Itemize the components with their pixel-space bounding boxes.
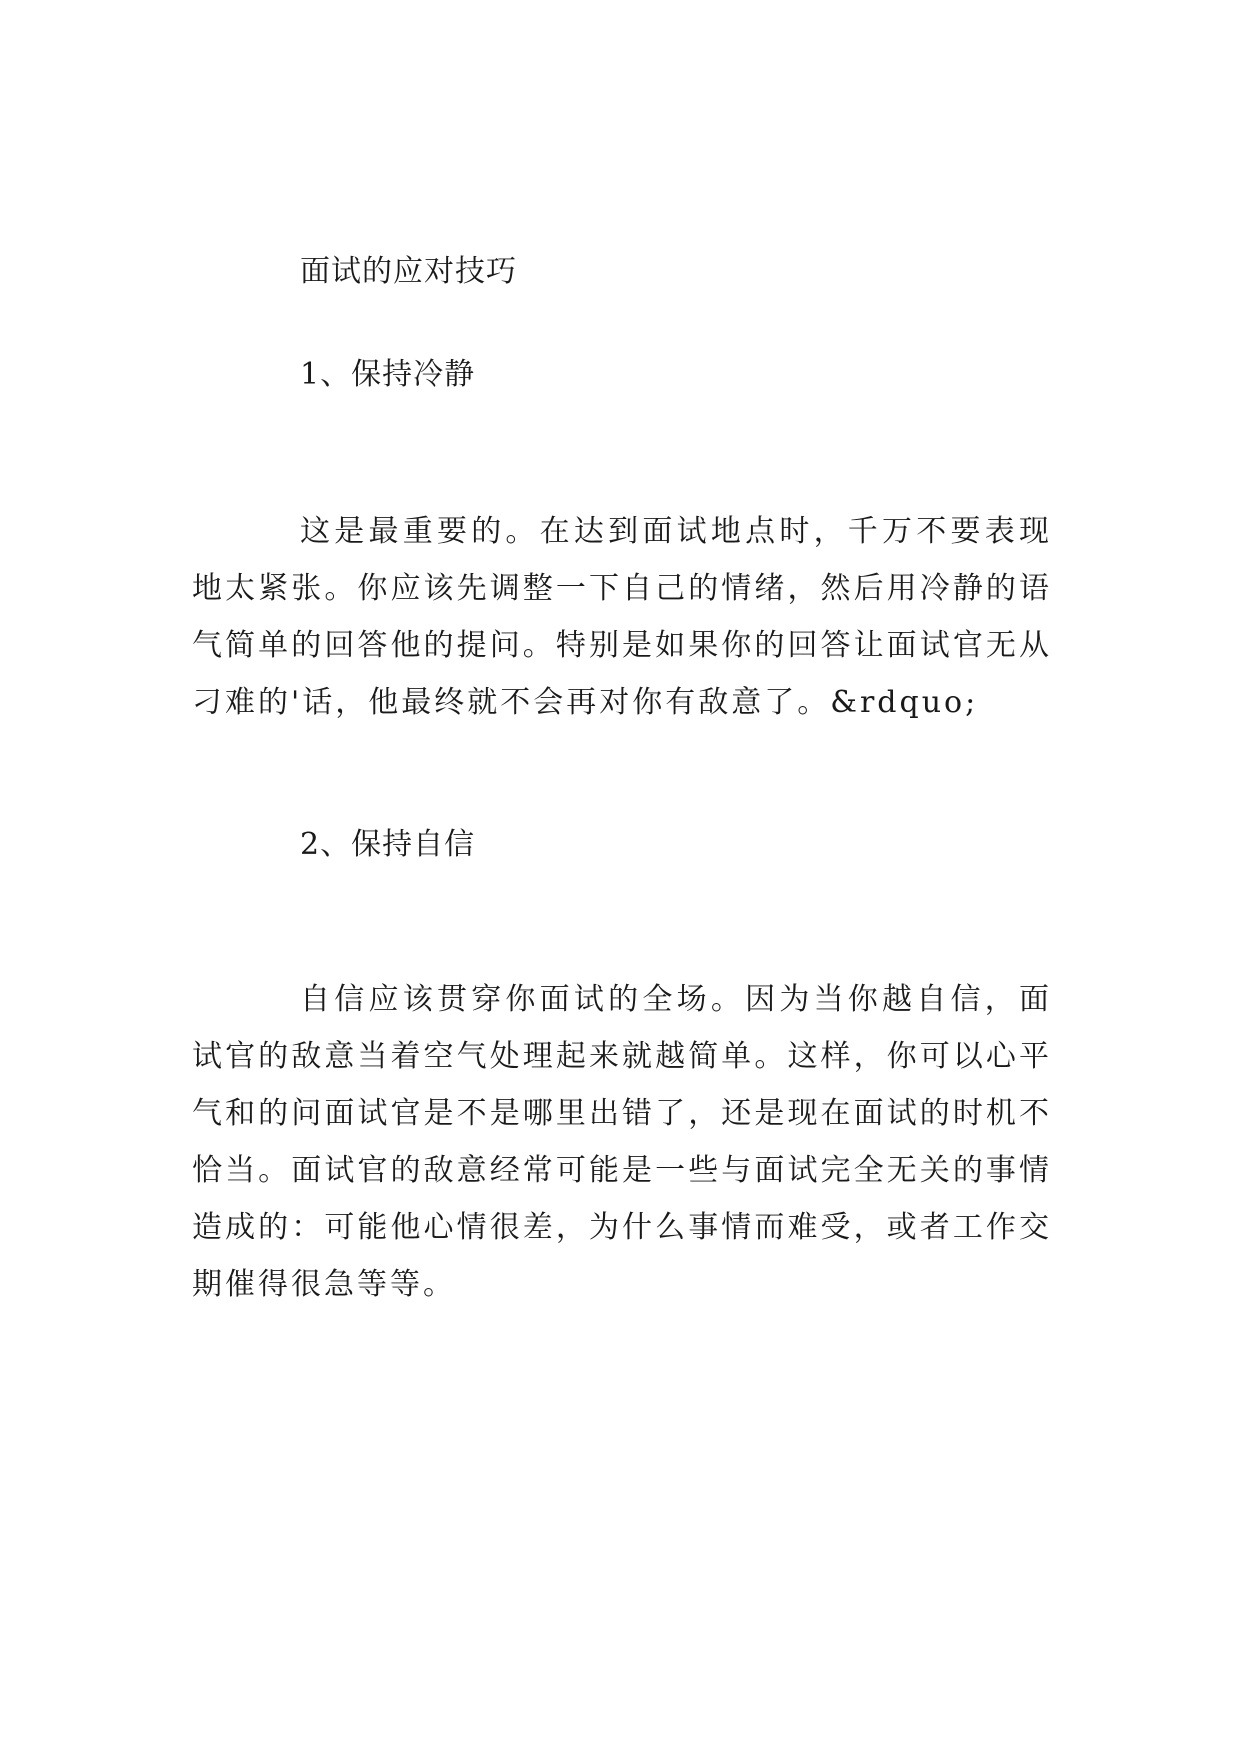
section-2-heading: 2、保持自信 [300, 827, 476, 862]
section-1-paragraph: 这是最重要的。在达到面试地点时，千万不要表现地太紧张。你应该先调整一下自己的情绪，然后用冷静的语气简单的回答他的提问。特别是如果你的回答让面试官无从刁难的'话，他最终就不会再对你有敌意了。&rdquo; [192, 514, 1052, 720]
section-1-heading: 1、保持冷静 [300, 357, 476, 392]
document-title: 面试的应对技巧 [300, 254, 517, 289]
section-2-paragraph: 自信应该贯穿你面试的全场。因为当你越自信，面试官的敌意当着空气处理起来就越简单。这样，你可以心平气和的问面试官是不是哪里出错了，还是现在面试的时机不恰当。面试官的敌意经常可能是一些与面试完全无关的事情造成的：可能他心情很差，为什么事情而难受，或者工作交期催得很急等等。 [192, 982, 1052, 1302]
